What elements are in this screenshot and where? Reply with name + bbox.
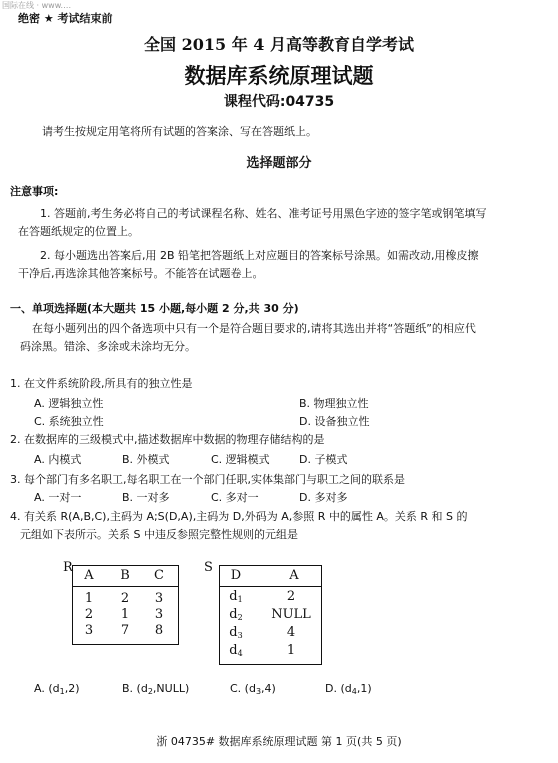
watermark-text: 国际在线 · www.… — [2, 1, 72, 10]
answer-instruction: 请考生按规定用笔将所有试题的答案涂、写在答题纸上。 — [42, 125, 317, 138]
table-s-header-d: D — [230, 568, 242, 583]
q3-stem: 3. 每个部门有多名职工,每名职工在一个部门任职,实体集部门与职工之间的联系是 — [10, 473, 405, 486]
part1-desc-line-2: 码涂黑。错涂、多涂或未涂均无分。 — [20, 340, 196, 353]
q1-option-d: D. 设备独立性 — [299, 415, 370, 428]
table-r-cell: 2 — [120, 591, 130, 606]
q2-option-c: C. 逻辑模式 — [211, 453, 270, 466]
table-s-cell: 2 — [286, 589, 296, 604]
q2-option-a: A. 内模式 — [34, 453, 82, 466]
table-s-cell: $d_3$ — [229, 625, 243, 640]
page-footer: 浙 04735# 数据库系统原理试题 第 1 页(共 5 页) — [156, 735, 402, 748]
exam-name: 全国 2015 年 4 月高等教育自学考试 — [144, 35, 414, 54]
table-r-cell: 2 — [84, 607, 94, 622]
notes-title: 注意事项: — [10, 185, 59, 198]
paper-title: 数据库系统原理试题 — [184, 64, 374, 88]
note-1-line-2: 在答题纸规定的位置上。 — [18, 225, 139, 238]
part1-desc-line-1: 在每小题列出的四个备选项中只有一个是符合题目要求的,请将其选出并将“答题纸”的相应代 — [32, 322, 476, 335]
note-2-line-1: 2. 每小题选出答案后,用 2B 铅笔把答题纸上对应题目的答案标号涂黑。如需改动,用橡皮擦 — [40, 249, 479, 262]
part1-title: 一、单项选择题(本大题共 15 小题,每小题 2 分,共 30 分) — [10, 302, 299, 315]
table-r-header-a: A — [84, 568, 94, 583]
q4-option-b: B. $(d_2,NULL)$ — [122, 682, 190, 696]
q4-stem-line-1: 4. 有关系 R(A,B,C),主码为 A;S(D,A),主码为 D,外码为 A,参照 R 中的属性 A。关系 R 和 S 的 — [10, 510, 468, 523]
q2-option-b: B. 外模式 — [122, 453, 170, 466]
table-r-header-b: B — [120, 568, 130, 583]
q1-option-c: C. 系统独立性 — [34, 415, 104, 428]
q4-option-a: A. $(d_1,2)$ — [34, 682, 80, 696]
course-code: 课程代码:04735 — [223, 94, 335, 110]
q3-option-d: D. 多对多 — [299, 491, 348, 504]
table-r — [72, 565, 179, 645]
table-s-cell: 4 — [286, 625, 296, 640]
table-r-header-c: C — [154, 568, 164, 583]
table-r-label: R — [63, 560, 73, 575]
table-r-cell: 7 — [120, 623, 130, 638]
table-s-cell: 1 — [286, 643, 296, 658]
table-s-header-a: A — [289, 568, 299, 583]
note-2-line-2: 干净后,再选涂其他答案标号。不能答在试题卷上。 — [18, 267, 264, 280]
table-s-cell: $d_2$ — [229, 607, 243, 622]
table-r-cell: 1 — [84, 591, 94, 606]
confidential-mark: 绝密 ★ 考试结束前 — [18, 12, 113, 25]
q2-stem: 2. 在数据库的三级模式中,描述数据库中数据的物理存储结构的是 — [10, 433, 325, 446]
q2-option-d: D. 子模式 — [299, 453, 348, 466]
q4-stem-line-2: 元组如下表所示。关系 S 中违反参照完整性规则的元组是 — [20, 528, 298, 541]
q3-option-b: B. 一对多 — [122, 491, 170, 504]
table-s-cell: $d_4$ — [229, 643, 243, 658]
table-r-cell: 8 — [154, 623, 164, 638]
q1-option-b: B. 物理独立性 — [299, 397, 369, 410]
q4-option-d: D. $(d_4,1)$ — [325, 682, 372, 696]
q1-option-a: A. 逻辑独立性 — [34, 397, 104, 410]
q4-option-c: C. $(d_3,4)$ — [230, 682, 276, 696]
q3-option-a: A. 一对一 — [34, 491, 82, 504]
table-r-cell: 3 — [154, 607, 164, 622]
note-1-line-1: 1. 答题前,考生务必将自己的考试课程名称、姓名、准考证号用黑色字迹的签字笔或钢笔填写 — [40, 207, 487, 220]
table-s-cell: $d_1$ — [229, 589, 243, 604]
table-s-label: S — [204, 560, 213, 575]
table-r-cell: 1 — [120, 607, 130, 622]
q1-stem: 1. 在文件系统阶段,所具有的独立性是 — [10, 377, 193, 390]
table-r-cell: 3 — [84, 623, 94, 638]
table-r-cell: 3 — [154, 591, 164, 606]
table-s-cell: NULL — [271, 607, 311, 622]
table-s — [219, 565, 322, 665]
q3-option-c: C. 多对一 — [211, 491, 259, 504]
section-title: 选择题部分 — [246, 156, 312, 171]
